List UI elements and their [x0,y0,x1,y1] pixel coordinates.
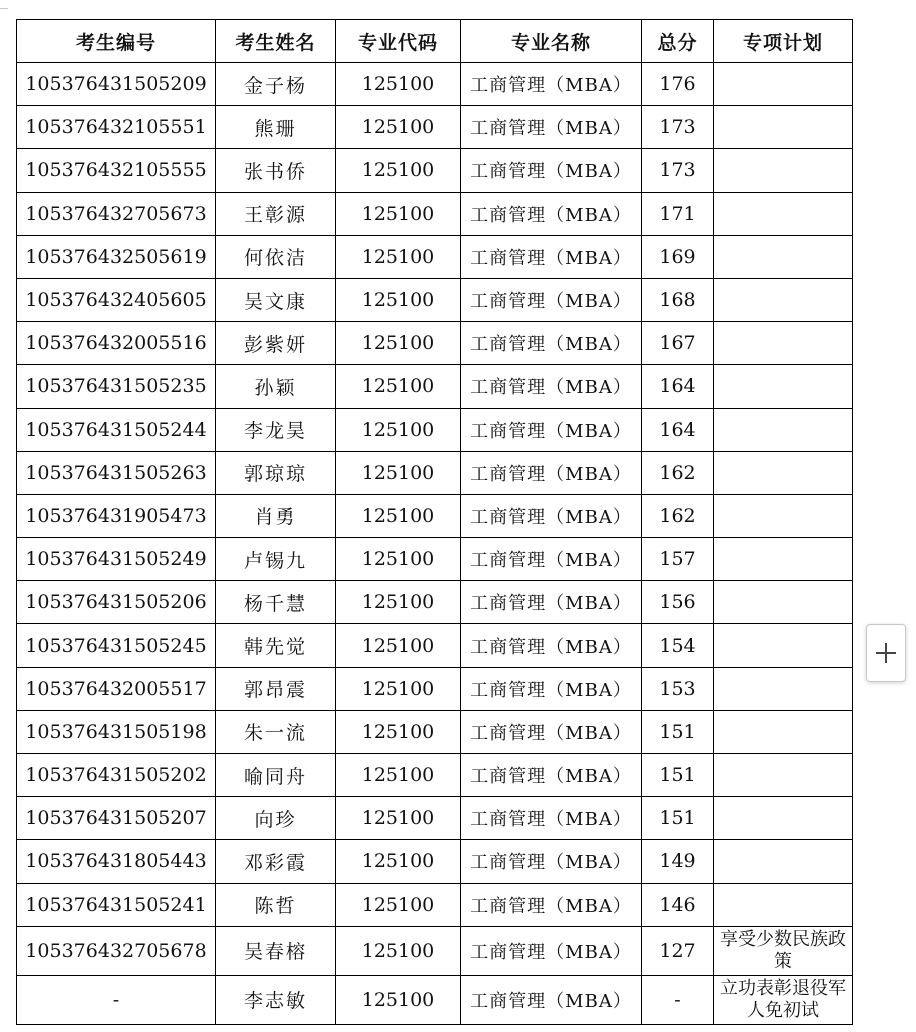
total-score-cell: - [642,975,714,1024]
table-body [17,63,853,1025]
special-plan-cell [714,538,853,581]
table-row [17,278,853,321]
total-score-cell: 169 [642,235,714,278]
special-plan-cell [714,624,853,667]
major-name-cell: 工商管理（MBA） [461,975,642,1024]
special-plan-cell [714,63,853,106]
total-score-cell: 171 [642,192,714,235]
total-score-cell: 151 [642,710,714,753]
major-code-cell: 125100 [336,710,461,753]
major-code-cell: 125100 [336,278,461,321]
major-name-cell: 工商管理（MBA） [461,365,642,408]
special-plan-cell [714,840,853,883]
name-cell: 邓彩霞 [216,840,336,883]
table-row [17,408,853,451]
major-name-cell: 工商管理（MBA） [461,840,642,883]
total-score-cell: 173 [642,106,714,149]
total-score-cell: 168 [642,278,714,321]
special-plan-cell [714,408,853,451]
exam-id-cell: 105376432005516 [17,322,216,365]
header-total-score: 总分 [642,20,714,63]
exam-id-cell: 105376431505244 [17,408,216,451]
name-cell: 吴春榕 [216,926,336,975]
add-button[interactable] [866,624,906,682]
major-name-cell: 工商管理（MBA） [461,754,642,797]
score-table [16,19,853,1025]
exam-id-cell: 105376431505241 [17,883,216,926]
special-plan-cell [714,106,853,149]
major-code-cell: 125100 [336,451,461,494]
table-header-row [17,20,853,63]
exam-id-cell: 105376431505202 [17,754,216,797]
major-name-cell: 工商管理（MBA） [461,926,642,975]
name-cell: 卢锡九 [216,538,336,581]
name-cell: 向珍 [216,797,336,840]
total-score-cell: 176 [642,63,714,106]
table-row [17,710,853,753]
page-top-strip [0,0,916,20]
major-code-cell: 125100 [336,624,461,667]
special-plan-cell [714,494,853,537]
table-row [17,365,853,408]
header-name: 考生姓名 [216,20,336,63]
special-plan-cell [714,710,853,753]
name-cell: 朱一流 [216,710,336,753]
table-row [17,494,853,537]
table-row [17,106,853,149]
exam-id-cell: 105376432705673 [17,192,216,235]
name-cell: 韩先觉 [216,624,336,667]
table-row [17,538,853,581]
major-name-cell: 工商管理（MBA） [461,883,642,926]
exam-id-cell: 105376432505619 [17,235,216,278]
major-name-cell: 工商管理（MBA） [461,581,642,624]
major-code-cell: 125100 [336,883,461,926]
major-name-cell: 工商管理（MBA） [461,106,642,149]
special-plan-cell [714,797,853,840]
total-score-cell: 151 [642,797,714,840]
major-name-cell: 工商管理（MBA） [461,235,642,278]
name-cell: 孙颖 [216,365,336,408]
total-score-cell: 167 [642,322,714,365]
name-cell: 吴文康 [216,278,336,321]
exam-id-cell: 105376431505245 [17,624,216,667]
table-row [17,624,853,667]
total-score-cell: 156 [642,581,714,624]
plus-icon [876,643,896,663]
major-code-cell: 125100 [336,797,461,840]
name-cell: 何依洁 [216,235,336,278]
table-row [17,754,853,797]
table-row [17,667,853,710]
exam-id-cell: 105376432705678 [17,926,216,975]
total-score-cell: 157 [642,538,714,581]
major-code-cell: 125100 [336,192,461,235]
table-row [17,63,853,106]
exam-id-cell: 105376432105551 [17,106,216,149]
major-code-cell: 125100 [336,754,461,797]
total-score-cell: 164 [642,408,714,451]
table-row [17,322,853,365]
special-plan-cell [714,365,853,408]
major-code-cell: 125100 [336,106,461,149]
major-code-cell: 125100 [336,408,461,451]
table-row [17,840,853,883]
total-score-cell: 146 [642,883,714,926]
exam-id-cell: 105376432405605 [17,278,216,321]
major-code-cell: 125100 [336,322,461,365]
total-score-cell: 127 [642,926,714,975]
major-name-cell: 工商管理（MBA） [461,63,642,106]
name-cell: 杨千慧 [216,581,336,624]
header-major-name: 专业名称 [461,20,642,63]
special-plan-cell [714,754,853,797]
major-code-cell: 125100 [336,840,461,883]
name-cell: 金子杨 [216,63,336,106]
exam-id-cell: 105376431505209 [17,63,216,106]
total-score-cell: 149 [642,840,714,883]
major-code-cell: 125100 [336,63,461,106]
table-row [17,883,853,926]
name-cell: 陈哲 [216,883,336,926]
major-code-cell: 125100 [336,581,461,624]
major-name-cell: 工商管理（MBA） [461,538,642,581]
exam-id-cell: 105376432105555 [17,149,216,192]
exam-id-cell: - [17,975,216,1024]
table-row [17,235,853,278]
total-score-cell: 153 [642,667,714,710]
special-plan-cell [714,667,853,710]
special-plan-cell [714,192,853,235]
page-corner-mark [0,8,8,9]
name-cell: 王彰源 [216,192,336,235]
major-name-cell: 工商管理（MBA） [461,192,642,235]
header-special-plan: 专项计划 [714,20,853,63]
exam-id-cell: 105376431905473 [17,494,216,537]
special-plan-cell [714,278,853,321]
major-code-cell: 125100 [336,926,461,975]
name-cell: 彭紫妍 [216,322,336,365]
special-plan-cell [714,883,853,926]
table-row [17,451,853,494]
name-cell: 熊珊 [216,106,336,149]
major-code-cell: 125100 [336,538,461,581]
major-name-cell: 工商管理（MBA） [461,322,642,365]
major-name-cell: 工商管理（MBA） [461,451,642,494]
table-row [17,581,853,624]
total-score-cell: 164 [642,365,714,408]
table-row [17,797,853,840]
name-cell: 李龙昊 [216,408,336,451]
major-code-cell: 125100 [336,667,461,710]
special-plan-cell [714,235,853,278]
name-cell: 郭琼琼 [216,451,336,494]
name-cell: 张书侨 [216,149,336,192]
header-exam-id: 考生编号 [17,20,216,63]
special-plan-cell [714,322,853,365]
table-row [17,975,853,1024]
exam-id-cell: 105376431505207 [17,797,216,840]
exam-id-cell: 105376431505263 [17,451,216,494]
major-name-cell: 工商管理（MBA） [461,408,642,451]
major-name-cell: 工商管理（MBA） [461,149,642,192]
name-cell: 肖勇 [216,494,336,537]
name-cell: 李志敏 [216,975,336,1024]
exam-id-cell: 105376431505206 [17,581,216,624]
special-plan-cell [714,149,853,192]
major-code-cell: 125100 [336,365,461,408]
special-plan-cell [714,451,853,494]
major-name-cell: 工商管理（MBA） [461,710,642,753]
table-row [17,149,853,192]
special-plan-cell: 立功表彰退役军人免初试 [714,975,853,1024]
major-name-cell: 工商管理（MBA） [461,667,642,710]
name-cell: 郭昂震 [216,667,336,710]
total-score-cell: 162 [642,494,714,537]
total-score-cell: 162 [642,451,714,494]
total-score-cell: 173 [642,149,714,192]
score-table-container [16,19,853,1025]
exam-id-cell: 105376431505235 [17,365,216,408]
total-score-cell: 151 [642,754,714,797]
special-plan-cell [714,581,853,624]
exam-id-cell: 105376431505198 [17,710,216,753]
total-score-cell: 154 [642,624,714,667]
special-plan-cell: 享受少数民族政策 [714,926,853,975]
exam-id-cell: 105376431805443 [17,840,216,883]
major-code-cell: 125100 [336,149,461,192]
major-code-cell: 125100 [336,494,461,537]
name-cell: 喻同舟 [216,754,336,797]
table-row [17,192,853,235]
major-name-cell: 工商管理（MBA） [461,494,642,537]
major-name-cell: 工商管理（MBA） [461,624,642,667]
major-code-cell: 125100 [336,235,461,278]
major-name-cell: 工商管理（MBA） [461,278,642,321]
table-row [17,926,853,975]
major-name-cell: 工商管理（MBA） [461,797,642,840]
exam-id-cell: 105376432005517 [17,667,216,710]
major-code-cell: 125100 [336,975,461,1024]
exam-id-cell: 105376431505249 [17,538,216,581]
header-major-code: 专业代码 [336,20,461,63]
